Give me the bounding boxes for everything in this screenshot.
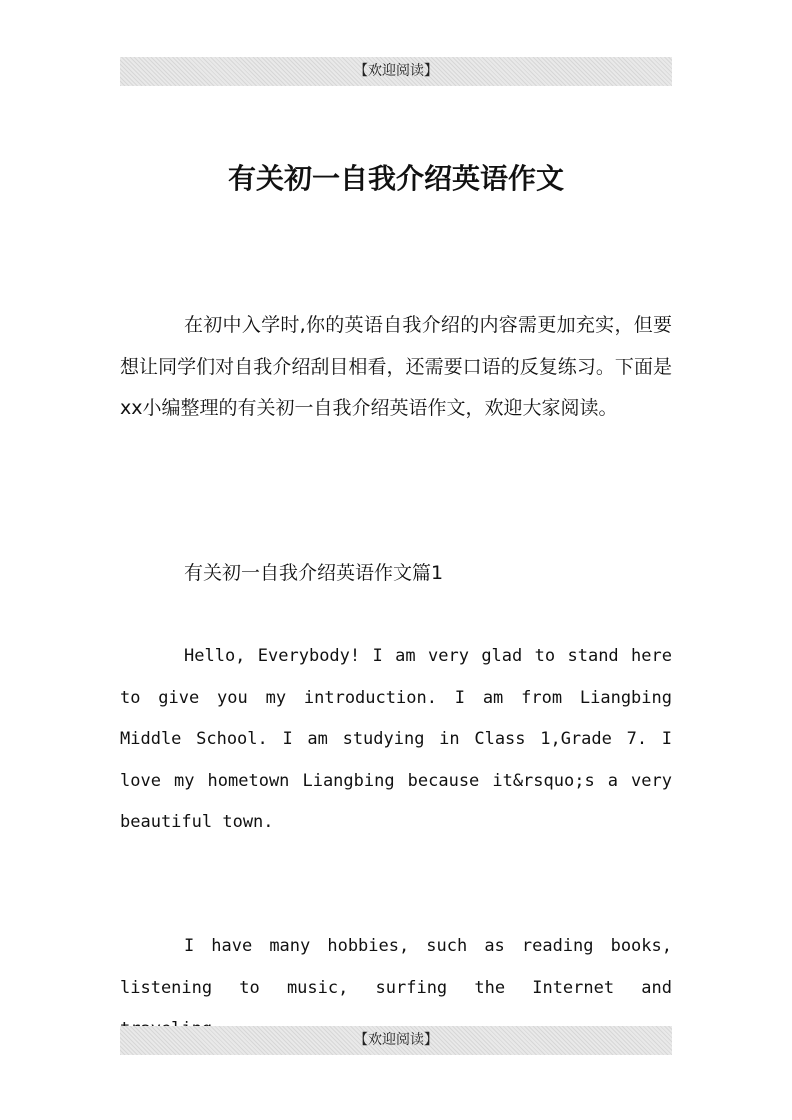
bottom-banner — [120, 1026, 672, 1055]
bottom-banner-label: 【欢迎阅读】 — [354, 1032, 438, 1048]
intro-paragraph: 在初中入学时,你的英语自我介绍的内容需更加充实，但要想让同学们对自我介绍刮目相看，还需要口语的反复练习。下面是xx小编整理的有关初一自我介绍英语作文，欢迎大家阅读。 — [120, 314, 672, 419]
top-banner — [120, 57, 672, 86]
top-banner-label: 【欢迎阅读】 — [354, 63, 438, 79]
document-title: 有关初一自我介绍英语作文 — [227, 161, 564, 195]
body-paragraph-1: Hello, Everybody! I am very glad to stand here to give you my introduction. I am from Liangbing Middle School. I am studying in Class 1,Grade 7. I love my hometown Liangbing because it&rsquo;s a very beautiful town. — [120, 646, 672, 832]
body-paragraph-2: I have many hobbies, such as reading books, listening to music, surfing the Internet and — [120, 936, 672, 998]
section-heading: 有关初一自我介绍英语作文篇1 — [184, 562, 444, 584]
